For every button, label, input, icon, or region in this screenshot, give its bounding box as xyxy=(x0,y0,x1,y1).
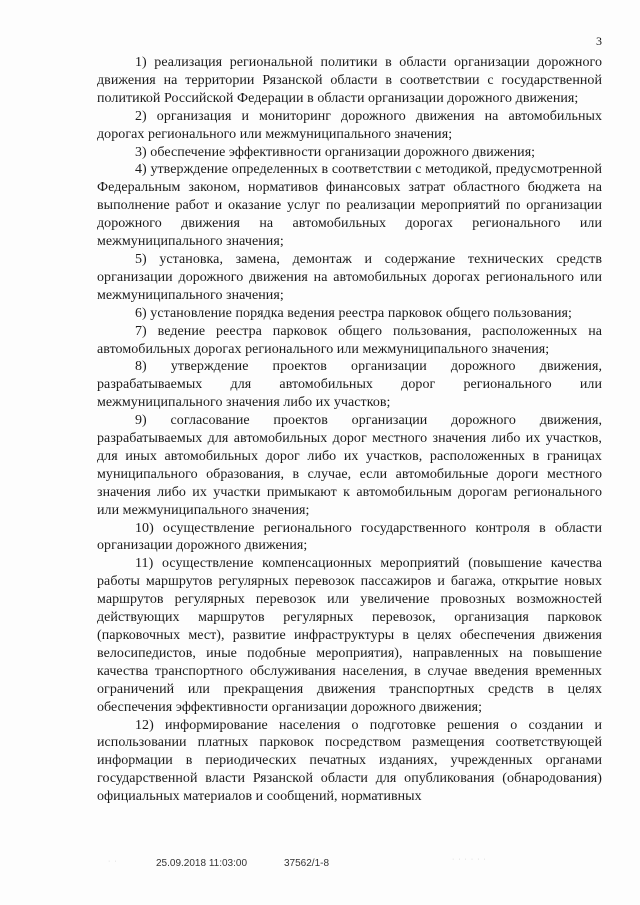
page-number: 3 xyxy=(596,34,602,48)
paragraph-item-11: 11) осуществление компенсационных мероприятий (повышение качества работы маршрутов регулярных перевозок пассажиров и багажа, открытие новых маршрутов регулярных перевозок или увеличение провозных возможностей действующих маршрутов регулярных перевозок, организация парковок (парковочных мест), развитие инфраструктуры в целях обеспечения движения велосипедистов, иные подобные мероприятия), направленных на повышение качества транспортного обслуживания населения, в случае введения временных ограничений или прекращения движения транспортных средств в целях обеспечения эффективности организации дорожного движения; xyxy=(97,556,602,715)
paragraph-item-4: 4) утверждение определенных в соответствии с методикой, предусмотренной Федеральным законом, нормативов финансовых затрат областного бюджета на выполнение работ и оказание услуг по реализации мероприятий по организации дорожного движения на автомобильных дорогах регионального или межмуниципального значения; xyxy=(97,162,602,250)
paragraph-item-7: 7) ведение реестра парковок общего пользования, расположенных на автомобильных дорогах регионального или межмуниципального значения; xyxy=(97,323,602,357)
paragraph-item-6: 6) установление порядка ведения реестра парковок общего пользования; xyxy=(135,305,572,321)
footer-datetime: 25.09.2018 11:03:00 xyxy=(156,858,248,869)
paragraph-item-12: 12) информирование населения о подготовке решения о создании и использовании платных парковок посредством размещения соответствующей информации в периодических печатных изданиях, учрежденных органами государственной власти Рязанской области для опубликования (обнародования) официальных материалов и сообщений, нормативных xyxy=(97,717,602,805)
paragraph-item-8: 8) утверждение проектов организации дорожного движения, разрабатываемых для автомобильных дорог регионального или межмуниципального значения либо их участков; xyxy=(97,359,602,411)
paragraph-item-5: 5) установка, замена, демонтаж и содержание технических средств организации дорожного движения на автомобильных дорогах регионального или межмуниципального значения; xyxy=(97,251,602,303)
footer-document-code: 37562/1-8 xyxy=(284,858,330,869)
scan-artifact-right: · · · · · · xyxy=(452,856,487,863)
scan-artifact-left: · · xyxy=(108,858,118,865)
document-body xyxy=(97,54,602,806)
paragraph-item-10: 10) осуществление регионального государственного контроля в области организации дорожного движения; xyxy=(97,520,602,554)
paragraph-item-2: 2) организация и мониторинг дорожного движения на автомобильных дорогах регионального или межмуниципального значения; xyxy=(97,108,602,142)
paragraph-item-1: 1) реализация региональной политики в области организации дорожного движения на территории Рязанской области в соответствии с государственной политикой Российской Федерации в области организации дорожного движения; xyxy=(97,55,602,106)
paragraph-item-9: 9) согласование проектов организации дорожного движения, разрабатываемых для автомобильных дорог местного значения либо их участков, для иных автомобильных дорог либо их участков, расположенных в границах муниципального образования, в случае, если автомобильные дороги местного значения либо их участки примыкают к автомобильным дорогам регионального или межмуниципального значения; xyxy=(97,413,602,518)
paragraph-item-3: 3) обеспечение эффективности организации дорожного движения; xyxy=(135,144,536,160)
